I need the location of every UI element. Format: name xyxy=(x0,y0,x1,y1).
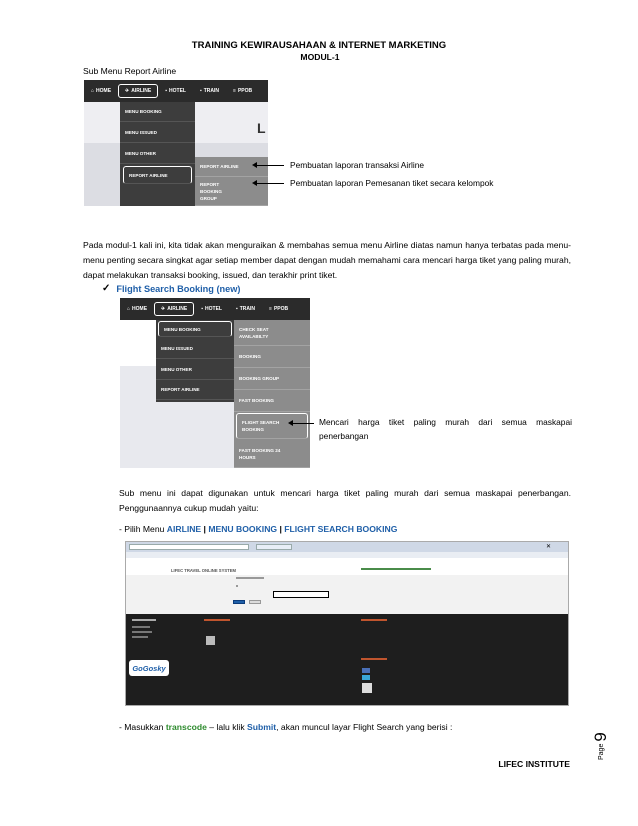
transcode-input[interactable] xyxy=(273,591,329,598)
arrow-pointer xyxy=(256,183,284,184)
submit-button-small[interactable] xyxy=(233,600,245,604)
submenu-booking[interactable]: BOOKING xyxy=(234,346,310,368)
nav-hotel[interactable]: ▪ HOTEL xyxy=(201,306,222,312)
browser-tab-bar xyxy=(126,542,569,552)
menu-report-airline[interactable]: REPORT AIRLINE xyxy=(123,166,192,184)
nav-ppob[interactable]: ≡ PPOB xyxy=(269,306,289,312)
airline-menu xyxy=(156,320,234,402)
intro-paragraph: Pada modul-1 kali ini, kita tidak akan menguraikan & membahas semua menu Airline diatas namun hanya terbatas pada menu-menu penting secara singkat agar setiap member dapat dengan mudah memahami cara mencari harga tiket yang paling murah, dapat melakukan transaksi booking, issued, dan terakhir print tiket. xyxy=(83,240,571,280)
site-title: LIFEC TRAVEL ONLINE SYSTEM xyxy=(171,568,236,573)
twitter-icon[interactable] xyxy=(362,675,370,680)
nav-train[interactable]: ▪ TRAIN xyxy=(235,306,256,312)
nav-train[interactable]: ▪ TRAIN xyxy=(199,88,220,94)
page-footer-area xyxy=(126,614,569,706)
train-icon: ▪ xyxy=(235,306,238,312)
home-icon: ⌂ xyxy=(91,88,95,94)
address-bar[interactable] xyxy=(129,544,249,550)
document-title: TRAINING KEWIRAUSAHAAN & INTERNET MARKETING xyxy=(191,40,447,51)
keyword-airline: AIRLINE xyxy=(166,524,202,534)
keyword-flight-search: FLIGHT SEARCH BOOKING xyxy=(284,524,398,534)
booking-submenu xyxy=(234,320,310,468)
menu-icon: ≡ xyxy=(269,306,272,312)
page-header-area xyxy=(126,558,569,614)
keyword-transcode: transcode xyxy=(165,722,207,732)
keyword-submit: Submit xyxy=(247,722,277,732)
nav-bar xyxy=(84,80,268,102)
arrow-pointer xyxy=(292,423,314,424)
submenu-fast-booking[interactable]: FAST BOOKING xyxy=(234,390,310,412)
plane-icon: ✈ xyxy=(125,88,130,94)
note-report-airline: Pembuatan laporan transaksi Airline xyxy=(290,160,425,170)
body-paragraph: Sub menu ini dapat digunakan untuk mencari harga tiket paling murah dari semua maskapai penerbangan. Penggunaannya cukup mudah yaitu: xyxy=(119,488,571,513)
page-number: Page 9 xyxy=(591,732,610,760)
watermark-letter: L xyxy=(257,120,266,136)
section1-heading: Sub Menu Report Airline xyxy=(83,66,177,76)
menu-other[interactable]: MENU OTHER xyxy=(156,359,234,380)
company-logo-icon xyxy=(206,636,215,645)
submenu-flight-search-booking[interactable]: FLIGHT SEARCH BOOKING xyxy=(236,413,308,439)
section2-heading xyxy=(102,283,240,294)
site-tagline-bar xyxy=(361,568,431,570)
step-1: - Pilih Menu AIRLINE | MENU BOOKING | FLIGHT SEARCH BOOKING xyxy=(119,524,398,534)
module-label: MODUL-1 xyxy=(300,52,340,62)
nav-home[interactable]: ⌂ HOME xyxy=(91,88,112,94)
train-icon: ▪ xyxy=(199,88,202,94)
menu-report-airline[interactable]: REPORT AIRLINE xyxy=(156,380,234,400)
social-badge-icon xyxy=(362,683,372,693)
section2-heading-text: Flight Search Booking (new) xyxy=(116,283,241,294)
menu-icon: ≡ xyxy=(233,88,236,94)
home-icon: ⌂ xyxy=(127,306,131,312)
plane-icon: ✈ xyxy=(161,306,166,312)
screenshot-flight-search-menu xyxy=(120,298,310,468)
facebook-icon[interactable] xyxy=(362,668,370,673)
submenu-fast-booking-24[interactable]: FAST BOOKING 24 HOURS xyxy=(234,440,310,468)
screenshot-report-airline xyxy=(84,80,268,206)
note-report-booking-group: Pembuatan laporan Pemesanan tiket secara kelompok xyxy=(290,178,494,188)
checkmark-icon: ✓ xyxy=(102,283,111,294)
submenu-check-seat[interactable]: CHECK SEAT AVAILABILTY xyxy=(234,320,310,346)
nav-bar xyxy=(120,298,310,320)
nav-airline[interactable]: ✈ AIRLINE xyxy=(118,84,158,98)
footer-org: LIFEC INSTITUTE xyxy=(498,759,570,769)
search-panel xyxy=(126,575,569,614)
browser-tab[interactable] xyxy=(256,544,292,550)
keyword-menu-booking: MENU BOOKING xyxy=(208,524,278,534)
arrow-pointer xyxy=(256,165,284,166)
menu-issued[interactable]: MENU ISSUED xyxy=(120,122,195,143)
menu-issued[interactable]: MENU ISSUED xyxy=(156,338,234,359)
submenu-report-booking-group[interactable]: REPORT BOOKING GROUP xyxy=(195,177,268,206)
nav-hotel[interactable]: ▪ HOTEL xyxy=(165,88,186,94)
hotel-icon: ▪ xyxy=(201,306,204,312)
nav-home[interactable]: ⌂ HOME xyxy=(127,306,148,312)
step-2: - Masukkan transcode – lalu klik Submit, akan muncul layar Flight Search yang berisi : xyxy=(119,722,453,732)
menu-other[interactable]: MENU OTHER xyxy=(120,143,195,164)
menu-booking[interactable]: MENU BOOKING xyxy=(158,321,232,337)
airline-menu xyxy=(120,102,195,206)
reset-button-small[interactable] xyxy=(249,600,261,604)
close-icon[interactable]: ✕ xyxy=(546,544,552,550)
nav-airline[interactable]: ✈ AIRLINE xyxy=(154,302,194,316)
hotel-icon: ▪ xyxy=(165,88,168,94)
submenu-report-airline[interactable]: REPORT AIRLINE xyxy=(195,157,268,177)
menu-booking[interactable]: MENU BOOKING xyxy=(120,102,195,122)
submenu-booking-group[interactable]: BOOKING GROUP xyxy=(234,368,310,390)
note-flight-search: Mencari harga tiket paling murah dari semua maskapai penerbangan xyxy=(319,417,572,441)
screenshot-browser xyxy=(125,541,569,706)
nav-ppob[interactable]: ≡ PPOB xyxy=(233,88,253,94)
gogosky-logo: GoGosky xyxy=(129,660,169,676)
